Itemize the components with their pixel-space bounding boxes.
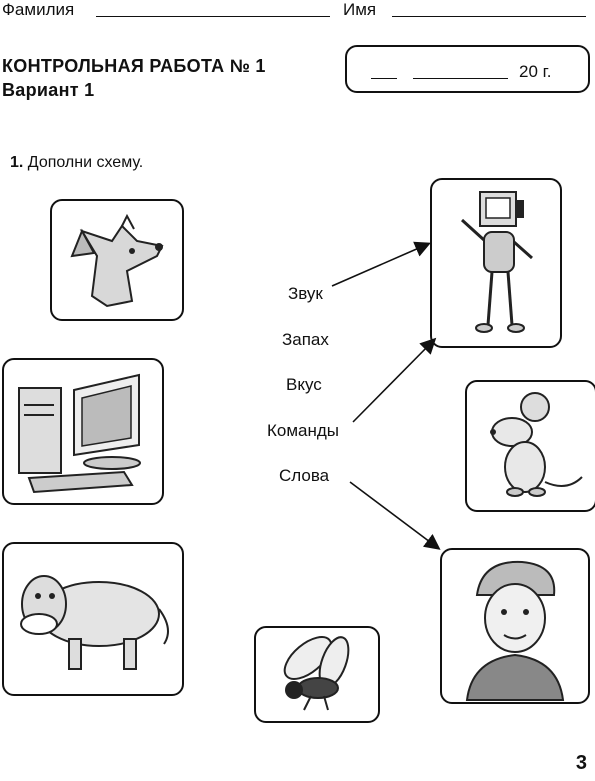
surname-label: Фамилия xyxy=(2,0,75,19)
word-zapakh: Запах xyxy=(282,330,329,349)
name-label: Имя xyxy=(343,0,377,19)
page-number: 3 xyxy=(575,752,587,774)
person-icon xyxy=(442,550,588,702)
robot-icon xyxy=(432,180,560,346)
fly-icon xyxy=(256,628,378,721)
task-instruction xyxy=(10,154,143,172)
variant-title: Вариант 1 xyxy=(2,80,95,100)
wolf-icon xyxy=(52,201,182,319)
arrow-zvuk-robot xyxy=(332,244,428,286)
date-month-field[interactable] xyxy=(413,78,508,79)
word-zvuk: Звук xyxy=(288,284,323,303)
arrow-komandy-robot xyxy=(353,340,434,422)
fly-card[interactable] xyxy=(254,626,380,723)
word-vkus: Вкус xyxy=(286,375,322,394)
computer-icon xyxy=(4,360,162,503)
name-field[interactable] xyxy=(392,16,586,17)
date-box xyxy=(345,45,590,93)
word-komandy: Команды xyxy=(267,421,340,440)
computer-card[interactable] xyxy=(2,358,164,505)
test-title: КОНТРОЛЬНАЯ РАБОТА № 1 xyxy=(2,56,266,76)
surname-field[interactable] xyxy=(96,16,330,17)
mouse-icon xyxy=(467,382,595,510)
date-year-text: 20 г. xyxy=(519,62,552,81)
arrow-slova-person xyxy=(350,482,438,548)
date-day-field[interactable] xyxy=(371,78,397,79)
task-text: Дополни схему. xyxy=(27,154,144,171)
word-slova: Слова xyxy=(279,466,330,485)
task-number: 1. xyxy=(10,154,24,171)
person-card[interactable] xyxy=(440,548,590,704)
wolf-card[interactable] xyxy=(50,199,184,321)
mouse-card[interactable] xyxy=(465,380,595,512)
cow-icon xyxy=(4,544,182,694)
cow-card[interactable] xyxy=(2,542,184,696)
robot-card[interactable] xyxy=(430,178,562,348)
